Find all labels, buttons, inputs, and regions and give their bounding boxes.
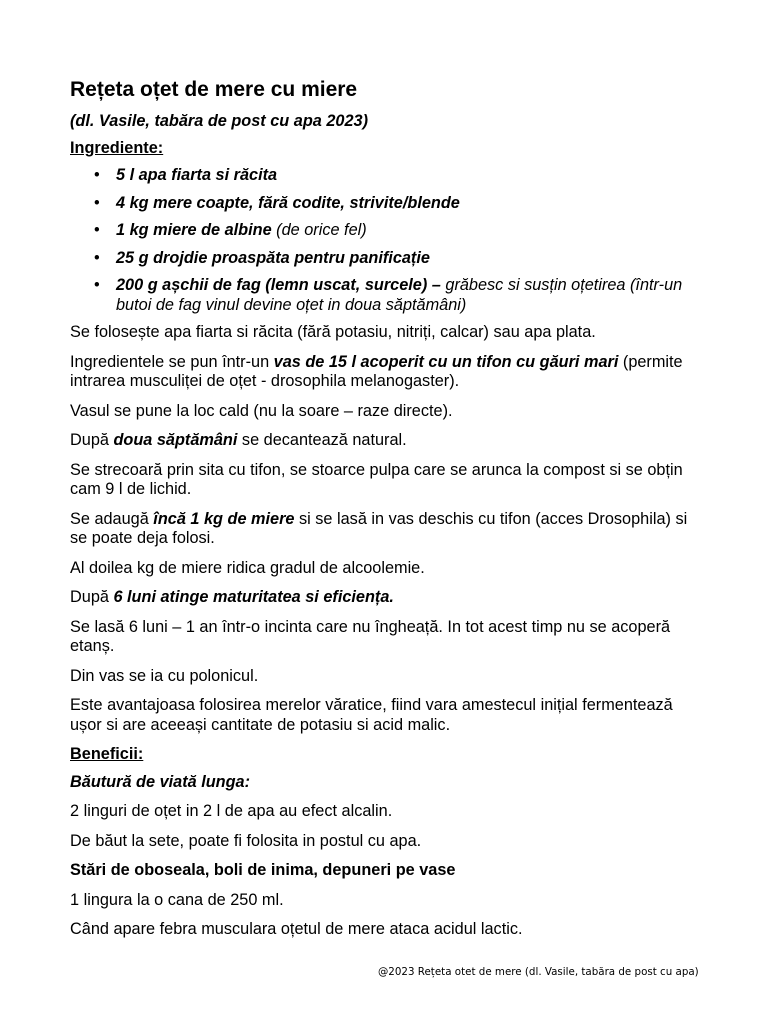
text-run: Ingredientele se pun într-un (70, 352, 274, 371)
emphasis-text: 6 luni atinge maturitatea si eficiența. (113, 588, 394, 606)
benefit-dose: 1 lingura la o cana de 250 ml. (70, 890, 284, 909)
text-run: Se adaugă (70, 509, 154, 528)
paragraph-maturity (70, 588, 708, 608)
ingredient-main: 5 l apa fiarta si răcita (116, 166, 278, 184)
text-run: si se lasă in vas deschis cu tifon (acces Drosophila) si se poate deja folosi. (70, 509, 688, 547)
benefit-lactic: Când apare febra musculara oțetul de mere ataca acidul lactic. (70, 920, 523, 938)
document-subtitle: (dl. Vasile, tabăra de post cu apa 2023) (70, 112, 368, 130)
list-item (116, 276, 708, 315)
fatigue-heading: Stări de oboseala, boli de inima, depuneri pe vase (70, 861, 456, 879)
ingredient-main: 4 kg mere coapte, fără codite, strivite/blende (116, 193, 460, 212)
text-run: După (70, 588, 114, 606)
ingredient-note: (de orice fel) (271, 221, 367, 239)
page-footer: @2023 Rețeta otet de mere (dl. Vasile, tabăra de post cu apa) (378, 966, 699, 978)
benefit-alkaline: 2 linguri de oțet in 2 l de apa au efect alcalin. (70, 802, 393, 820)
list-item (116, 221, 708, 241)
list-item (116, 249, 708, 269)
document-title: Rețeta oțet de mere cu miere (70, 78, 358, 101)
list-item (116, 166, 708, 186)
paragraph-honey (70, 510, 708, 549)
benefit-thirst: De băut la sete, poate fi folosita in postul cu apa. (70, 831, 422, 850)
ingredient-main: 25 g drojdie proaspăta pentru panificație (116, 248, 430, 267)
paragraph-decant (70, 431, 708, 451)
paragraph-storage: Se lasă 6 luni – 1 an într-o incinta care nu îngheață. In tot acest timp nu se acoperă etanș. (70, 617, 671, 655)
list-item (116, 194, 708, 214)
ingredient-note: grăbesc si susțin oțetirea (într-un butoi de fag vinul devine oțet in doua săptămâni) (116, 276, 683, 314)
life-heading: Băutură de viată lunga: (70, 772, 251, 791)
ingredient-main: 200 g așchii de fag (lemn uscat, surcele) – (116, 276, 441, 294)
emphasis-text: doua săptămâni (113, 431, 238, 449)
paragraph-placement: Vasul se pune la loc cald (nu la soare – raze directe). (70, 401, 453, 420)
paragraph-water: Se folosește apa fiarta si răcita (fără potasiu, nitriți, calcar) sau apa plata. (70, 323, 596, 341)
benefits-heading: Beneficii: (70, 745, 144, 763)
paragraph-strain: Se strecoară prin sita cu tifon, se stoarce pulpa care se arunca la compost si se obțin cam 9 l de lichid. (70, 460, 683, 498)
text-run: se decantează natural. (237, 431, 407, 449)
ingredients-list (70, 166, 708, 315)
ingredient-main: 1 kg miere de albine (116, 221, 272, 239)
ingredients-heading: Ingrediente: (70, 138, 164, 157)
text-run: (permite intrarea musculiței de oțet - drosophila melanogaster). (70, 352, 683, 390)
text-run: După (70, 431, 114, 449)
paragraph-alcohol: Al doilea kg de miere ridica gradul de alcoolemie. (70, 558, 425, 577)
paragraph-apples: Este avantajoasa folosirea merelor văratice, fiind vara amestecul inițial fermentează ușor si are aceeași cantitate de potasiu si acid malic. (70, 696, 673, 734)
paragraph-serving: Din vas se ia cu polonicul. (70, 666, 259, 685)
emphasis-text: vas de 15 l acoperit cu un tifon cu găuri mari (273, 352, 619, 371)
emphasis-text: încă 1 kg de miere (153, 509, 295, 528)
paragraph-vessel (70, 353, 708, 392)
